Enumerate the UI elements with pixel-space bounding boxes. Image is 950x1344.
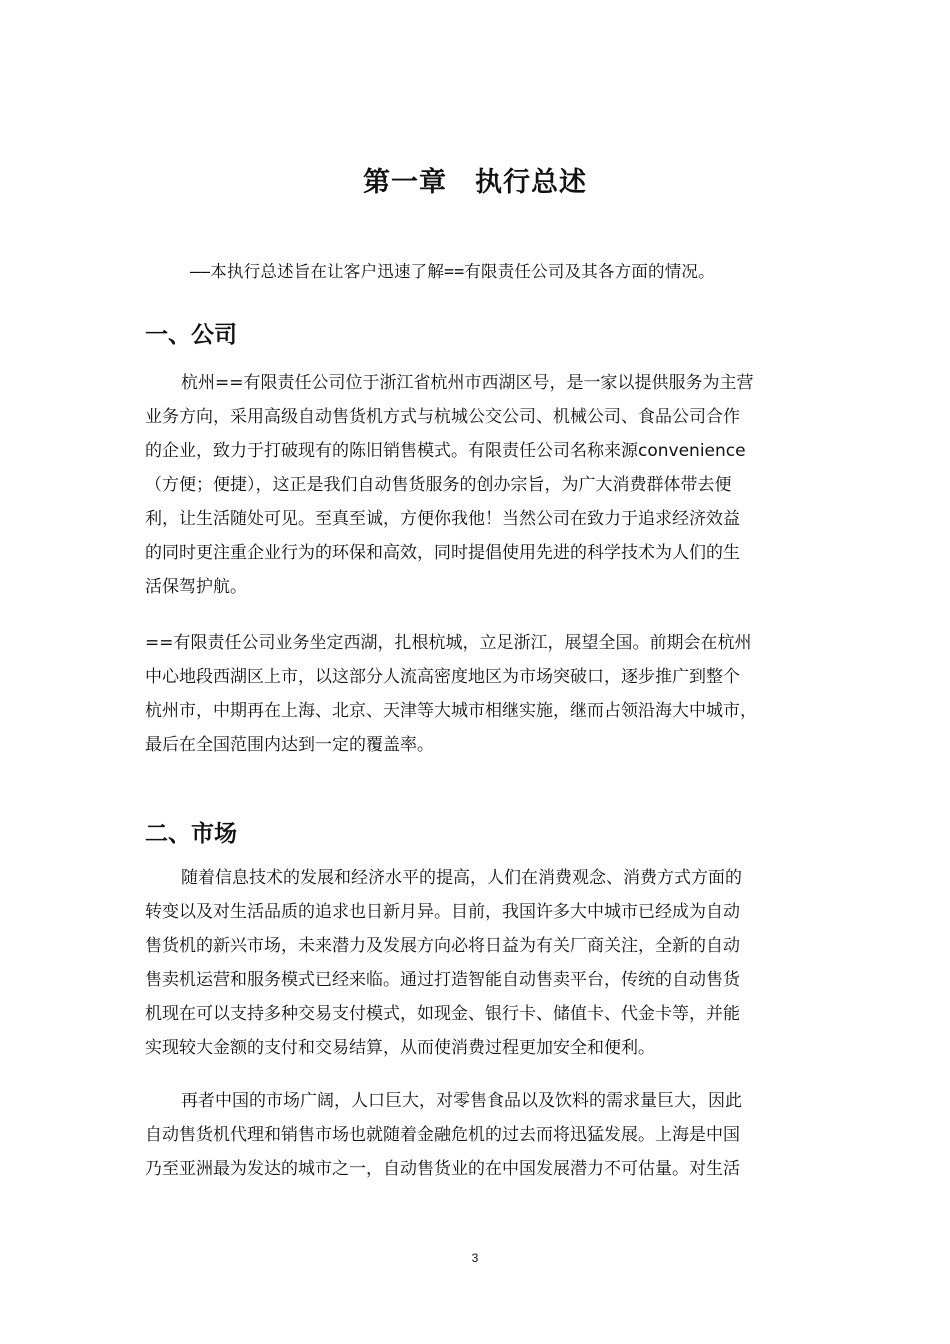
text-line: 再者中国的市场广阔，人口巨大，对零售食品以及饮料的需求量巨大，因此 (181, 1091, 742, 1111)
text-line: 随着信息技术的发展和经济水平的提高，人们在消费观念、消费方式方面的 (181, 868, 742, 888)
text-line: 实现较大金额的支付和交易结算，从而使消费过程更加安全和便利。 (145, 1038, 655, 1058)
company-paragraph-2 (145, 626, 807, 762)
text-line: ==有限责任公司业务坐定西湖，扎根杭城，立足浙江，展望全国。前期会在杭州 (145, 633, 752, 653)
text-line: 的同时更注重企业行为的环保和高效，同时提倡使用先进的科学技术为人们的生 (145, 543, 740, 563)
chapter-subtitle: ——本执行总述旨在让客户迅速了解==有限责任公司及其各方面的情况。 (190, 262, 715, 281)
text-line: 的企业，致力于打破现有的陈旧销售模式。有限责任公司名称来源convenience (145, 441, 746, 461)
text-line: 中心地段西湖区上市，以这部分人流高密度地区为市场突破口，逐步推广到整个 (145, 667, 740, 687)
text-line: 售货机的新兴市场，未来潜力及发展方向必将日益为有关厂商关注，全新的自动 (145, 936, 740, 956)
market-paragraph-1 (145, 861, 807, 1065)
text-line: 乃至亚洲最为发达的城市之一，自动售货业的在中国发展潜力不可估量。对生活 (145, 1159, 740, 1179)
text-line: 杭州==有限责任公司位于浙江省杭州市西湖区号，是一家以提供服务为主营 (181, 373, 754, 393)
text-line: 转变以及对生活品质的追求也日新月异。目前，我国许多大中城市已经成为自动 (145, 902, 740, 922)
market-paragraph-2 (145, 1084, 807, 1186)
text-line: 杭州市，中期再在上海、北京、天津等大城市相继实施，继而占领沿海大中城市， (145, 701, 757, 721)
text-line: 最后在全国范围内达到一定的覆盖率。 (145, 735, 434, 755)
text-line: 自动售货机代理和销售市场也就随着金融危机的过去而将迅猛发展。上海是中国 (145, 1125, 740, 1145)
section-heading-company: 一、公司 (145, 322, 237, 348)
section-heading-market: 二、市场 (145, 821, 237, 847)
text-line: 活保驾护航。 (145, 577, 247, 597)
text-line: 利，让生活随处可见。至真至诚，方便你我他！当然公司在致力于追求经济效益 (145, 509, 740, 529)
page-number: 3 (471, 1251, 479, 1265)
text-line: 售卖机运营和服务模式已经来临。通过打造智能自动售卖平台，传统的自动售货 (145, 970, 740, 990)
text-line: （方便；便捷），这正是我们自动售货服务的创办宗旨，为广大消费群体带去便 (145, 475, 732, 495)
chapter-title: 第一章 执行总述 (363, 167, 587, 198)
company-paragraph-1 (145, 366, 807, 604)
text-line: 机现在可以支持多种交易支付模式，如现金、银行卡、储值卡、代金卡等，并能 (145, 1004, 740, 1024)
text-line: 业务方向，采用高级自动售货机方式与杭城公交公司、机械公司、食品公司合作 (145, 407, 740, 427)
